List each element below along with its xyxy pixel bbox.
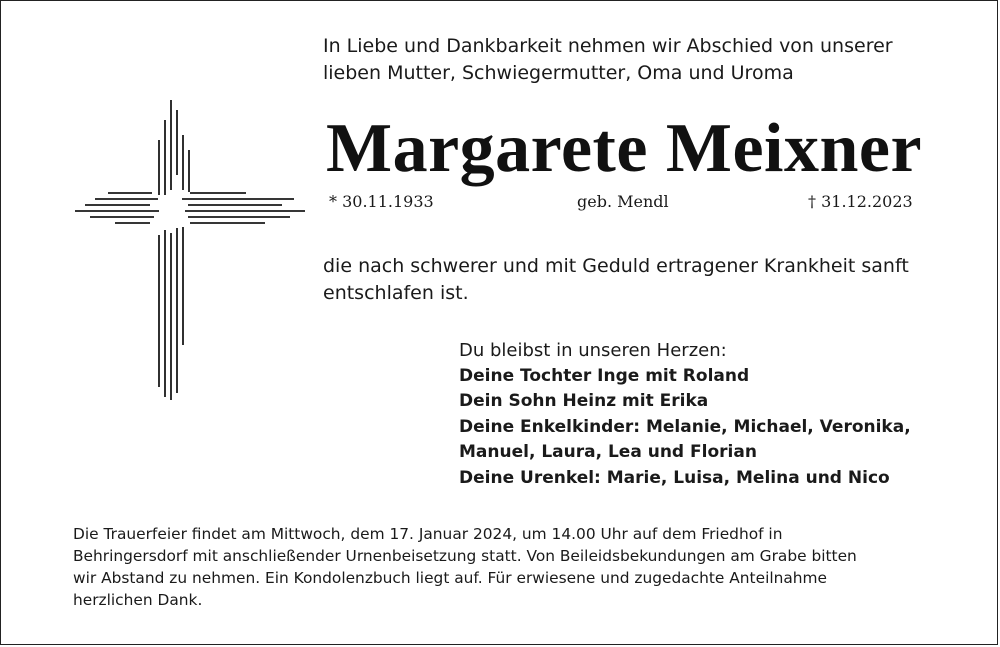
line-cross-icon [70, 95, 310, 405]
family-intro: Du bleibst in unseren Herzen: [459, 340, 727, 361]
maiden-name: geb. Mendl [577, 192, 669, 211]
passing-line: entschlafen ist. [323, 282, 469, 304]
ceremony-line: herzlichen Dank. [73, 591, 203, 609]
family-member: Dein Sohn Heinz mit Erika [459, 391, 709, 411]
family-list [459, 338, 969, 491]
family-member: Deine Tochter Inge mit Roland [459, 365, 750, 386]
intro-line: In Liebe und Dankbarkeit nehmen wir Abschied von unserer [323, 35, 893, 57]
death-date: † 31.12.2023 [808, 192, 913, 211]
ceremony-notice [73, 523, 935, 611]
deceased-name: Margarete Meixner [326, 110, 923, 187]
ceremony-line: Die Trauerfeier findet am Mittwoch, dem 17. Januar 2024, um 14.00 Uhr auf dem Friedhof in [73, 525, 783, 543]
family-member: Manuel, Laura, Lea und Florian [459, 442, 757, 462]
intro-line: lieben Mutter, Schwiegermutter, Oma und Uroma [323, 62, 794, 84]
ceremony-line: Behringersdorf mit anschließender Urnenbeisetzung statt. Von Beileidsbekundungen am Grabe bitten [73, 547, 857, 565]
intro-text [323, 33, 963, 87]
passing-line: die nach schwerer und mit Geduld ertragener Krankheit sanft [323, 255, 909, 277]
family-member: Deine Urenkel: Marie, Luisa, Melina und Nico [459, 467, 890, 488]
birth-date: * 30.11.1933 [329, 192, 434, 211]
ceremony-line: wir Abstand zu nehmen. Ein Kondolenzbuch liegt auf. Für erwiesene und zugedachte Anteilnahme [73, 569, 828, 587]
family-member: Deine Enkelkinder: Melanie, Michael, Veronika, [459, 416, 911, 437]
passing-text [323, 253, 963, 307]
